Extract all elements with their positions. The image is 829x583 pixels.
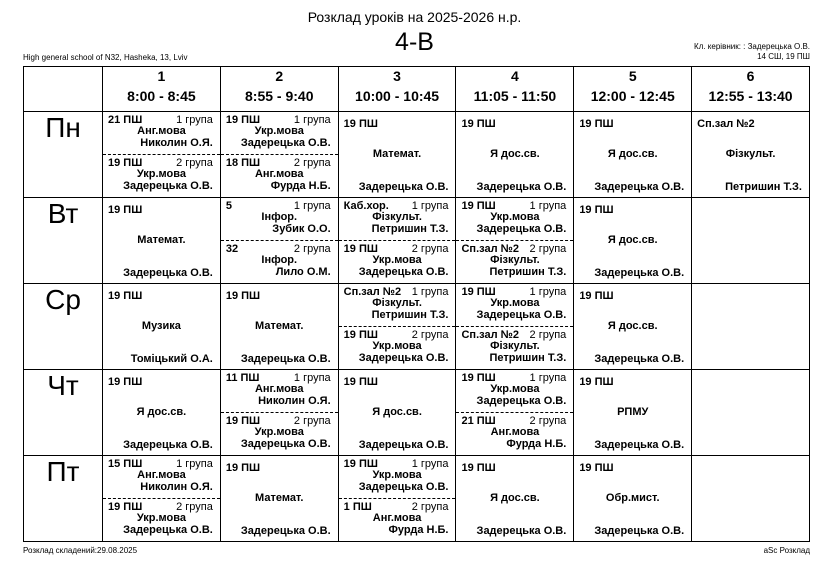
room-label: 19 ПШ bbox=[343, 376, 378, 388]
empty-slot bbox=[692, 370, 809, 455]
teacher-label: Задерецька О.В. bbox=[476, 395, 567, 407]
room-label: Сп.зал №2 bbox=[461, 243, 519, 255]
room-label: 19 ПШ bbox=[579, 376, 614, 388]
subject-label: Укр.мова bbox=[372, 340, 422, 352]
day-label: Ср bbox=[24, 284, 103, 370]
teacher-label: Петришин Т.З. bbox=[371, 309, 449, 321]
group-lesson-bottom bbox=[339, 499, 456, 541]
lesson bbox=[339, 112, 456, 197]
day-row bbox=[24, 456, 810, 542]
group-label: 1 група bbox=[411, 200, 449, 212]
lesson-cell bbox=[338, 370, 456, 456]
teacher-label: Николин О.Я. bbox=[140, 481, 213, 493]
lesson-cell bbox=[220, 112, 338, 198]
teacher-label: Задерецька О.В. bbox=[123, 267, 213, 279]
group-label: 2 група bbox=[529, 243, 567, 255]
period-number: 6 bbox=[746, 68, 755, 84]
group-lesson-top bbox=[103, 456, 220, 499]
room-label: 19 ПШ bbox=[343, 329, 378, 341]
group-lesson-bottom bbox=[456, 413, 573, 455]
lesson-cell bbox=[574, 198, 692, 284]
lesson bbox=[574, 370, 691, 455]
room-label: 19 ПШ bbox=[225, 290, 261, 302]
room-label: 19 ПШ bbox=[461, 286, 496, 298]
lesson-cell bbox=[692, 112, 810, 198]
teacher-label: Петришин Т.З. bbox=[489, 266, 567, 278]
lesson bbox=[221, 456, 338, 541]
group-lesson-top bbox=[103, 112, 220, 155]
room-label: 21 ПШ bbox=[108, 114, 143, 126]
period-time: 11:05 - 11:50 bbox=[473, 88, 557, 104]
subject-label: Анг.мова bbox=[490, 426, 540, 438]
teacher-label: Петришин Т.З. bbox=[371, 223, 449, 235]
period-time: 8:00 - 8:45 bbox=[127, 88, 196, 104]
teacher-label: Задерецька О.В. bbox=[358, 352, 449, 364]
room-label: 19 ПШ bbox=[461, 372, 496, 384]
lesson-cell bbox=[692, 284, 810, 370]
timetable bbox=[23, 66, 810, 542]
teacher-label: Задерецька О.В. bbox=[476, 181, 567, 193]
generator-credit: aSc Розклад bbox=[763, 546, 810, 555]
group-lesson-bottom bbox=[339, 327, 456, 369]
lesson-cell bbox=[692, 198, 810, 284]
subject-label: Я дос.св. bbox=[490, 492, 540, 504]
period-time: 8:55 - 9:40 bbox=[245, 88, 314, 104]
period-header bbox=[220, 67, 338, 112]
lesson-cell bbox=[456, 456, 574, 542]
lesson-cell bbox=[574, 370, 692, 456]
lesson-cell bbox=[103, 370, 221, 456]
day-row bbox=[24, 198, 810, 284]
teacher-label: Задерецька О.В. bbox=[594, 525, 685, 537]
group-lesson-top bbox=[221, 112, 338, 155]
room-label: 15 ПШ bbox=[108, 458, 143, 470]
teacher-label: Задерецька О.В. bbox=[358, 181, 449, 193]
lesson-cell bbox=[103, 112, 221, 198]
room-label: Сп.зал №2 bbox=[343, 286, 402, 298]
group-label: 1 група bbox=[411, 458, 449, 470]
group-label: 2 група bbox=[411, 501, 449, 513]
period-time: 12:00 - 12:45 bbox=[590, 88, 675, 104]
subject-label: Укр.мова bbox=[372, 254, 422, 266]
teacher-label: Фурда Н.Б. bbox=[270, 180, 331, 192]
teacher-label: Николин О.Я. bbox=[140, 137, 213, 149]
subject-label: Фізкульт. bbox=[372, 297, 422, 309]
empty-slot bbox=[692, 284, 809, 369]
teacher-label: Задерецька О.В. bbox=[358, 439, 449, 451]
day-row bbox=[24, 112, 810, 198]
group-label: 1 група bbox=[529, 372, 567, 384]
room-label: 5 bbox=[225, 200, 232, 212]
period-number: 1 bbox=[157, 68, 166, 84]
lesson-cell bbox=[338, 198, 456, 284]
group-lesson-top bbox=[339, 198, 456, 241]
subject-label: Укр.мова bbox=[490, 383, 540, 395]
group-label: 2 група bbox=[176, 157, 213, 169]
teacher-label: Задерецька О.В. bbox=[594, 439, 685, 451]
teacher-label: Задерецька О.В. bbox=[240, 353, 331, 365]
group-lesson-bottom bbox=[103, 155, 220, 197]
subject-label: Математ. bbox=[255, 320, 304, 332]
period-number: 2 bbox=[275, 68, 284, 84]
lesson bbox=[574, 112, 691, 197]
subject-label: Укр.мова bbox=[136, 512, 186, 524]
group-lesson-bottom bbox=[221, 241, 338, 283]
group-lesson-top bbox=[456, 198, 573, 241]
teacher-label: Задерецька О.В. bbox=[123, 180, 213, 192]
teacher-label: Задерецька О.В. bbox=[358, 481, 449, 493]
teacher-label: Задерецька О.В. bbox=[123, 524, 213, 536]
generated-date: Розклад складений:29.08.2025 bbox=[23, 546, 138, 555]
group-label: 1 група bbox=[176, 458, 213, 470]
teacher-label: Томіцький О.А. bbox=[130, 353, 213, 365]
group-lesson-top bbox=[456, 284, 573, 327]
teacher-label: Задерецька О.В. bbox=[594, 181, 685, 193]
group-label: 2 група bbox=[293, 415, 331, 427]
room-label: 19 ПШ bbox=[461, 118, 496, 130]
teacher-label: Петришин Т.З. bbox=[725, 181, 802, 193]
teacher-label: Задерецька О.В. bbox=[476, 223, 567, 235]
day-label: Пн bbox=[24, 112, 103, 198]
lesson-cell bbox=[103, 456, 221, 542]
subject-label: Інфор. bbox=[261, 211, 298, 223]
period-time: 10:00 - 10:45 bbox=[355, 88, 440, 104]
room-label: 19 ПШ bbox=[225, 462, 261, 474]
day-label: Чт bbox=[24, 370, 103, 456]
subject-label: Укр.мова bbox=[136, 168, 186, 180]
teacher-label: Задерецька О.В. bbox=[240, 137, 331, 149]
group-label: 1 група bbox=[293, 372, 331, 384]
lesson-cell bbox=[220, 370, 338, 456]
teacher-label: Лило О.М. bbox=[275, 266, 331, 278]
lesson bbox=[103, 198, 220, 283]
subject-label: Я дос.св. bbox=[607, 148, 658, 160]
group-lesson-bottom bbox=[221, 155, 338, 197]
lesson bbox=[339, 370, 456, 455]
lesson-cell bbox=[338, 284, 456, 370]
subject-label: Фізкульт. bbox=[725, 148, 776, 160]
lesson-cell bbox=[220, 198, 338, 284]
group-label: 2 група bbox=[293, 157, 331, 169]
subject-label: Анг.мова bbox=[137, 469, 186, 481]
period-number: 4 bbox=[511, 68, 519, 84]
teacher-label: Фурда Н.Б. bbox=[506, 438, 567, 450]
period-header-row bbox=[24, 67, 810, 112]
room-label: 19 ПШ bbox=[108, 204, 143, 216]
subject-label: Математ. bbox=[372, 148, 422, 160]
period-header bbox=[574, 67, 692, 112]
period-header bbox=[103, 67, 221, 112]
room-label: 19 ПШ bbox=[579, 290, 614, 302]
room-label: Каб.хор. bbox=[343, 200, 389, 212]
subject-label: РПМУ bbox=[617, 406, 649, 418]
lesson bbox=[103, 370, 220, 455]
teacher-label: Петришин Т.З. bbox=[489, 352, 567, 364]
room-label: 19 ПШ bbox=[225, 114, 261, 126]
page-title: Розклад уроків на 2025-2026 н.р. bbox=[307, 9, 522, 25]
lesson-cell bbox=[456, 198, 574, 284]
lesson-cell bbox=[456, 112, 574, 198]
period-number: 3 bbox=[393, 68, 401, 84]
group-lesson-bottom bbox=[103, 499, 220, 541]
subject-label: Я дос.св. bbox=[136, 406, 187, 418]
group-lesson-top bbox=[339, 456, 456, 499]
lesson-cell bbox=[456, 370, 574, 456]
lesson-cell bbox=[103, 284, 221, 370]
school-name: High general school of N32, Hasheka, 13, Lviv bbox=[23, 53, 188, 62]
period-time: 12:55 - 13:40 bbox=[708, 88, 793, 104]
room-label: 11 ПШ bbox=[225, 372, 260, 384]
group-lesson-top bbox=[456, 370, 573, 413]
timetable-body bbox=[24, 112, 810, 542]
group-label: 1 група bbox=[293, 200, 331, 212]
room-label: 32 bbox=[225, 243, 239, 255]
teacher-label: Задерецька О.В. bbox=[476, 309, 567, 321]
room-label: 1 ПШ bbox=[343, 501, 372, 513]
empty-slot bbox=[692, 456, 809, 541]
class-rooms-line: 14 СШ, 19 ПШ bbox=[757, 52, 810, 61]
subject-label: Обр.мист. bbox=[605, 492, 660, 504]
subject-label: Укр.мова bbox=[254, 426, 304, 438]
lesson bbox=[456, 112, 573, 197]
room-label: Сп.зал №2 bbox=[697, 118, 755, 130]
subject-label: Фізкульт. bbox=[372, 211, 422, 223]
teacher-label: Задерецька О.В. bbox=[594, 353, 685, 365]
teacher-label: Зубик О.О. bbox=[272, 223, 331, 235]
lesson-cell bbox=[103, 198, 221, 284]
room-label: 18 ПШ bbox=[225, 157, 261, 169]
lesson bbox=[456, 456, 573, 541]
empty-slot bbox=[692, 198, 809, 283]
teacher-label: Задерецька О.В. bbox=[123, 439, 213, 451]
room-label: 21 ПШ bbox=[461, 415, 496, 427]
subject-label: Я дос.св. bbox=[607, 234, 658, 246]
group-label: 2 група bbox=[293, 243, 331, 255]
lesson-cell bbox=[220, 456, 338, 542]
group-label: 1 група bbox=[529, 200, 567, 212]
lesson-cell bbox=[692, 370, 810, 456]
group-lesson-bottom bbox=[456, 241, 573, 283]
group-label: 2 група bbox=[411, 329, 449, 341]
period-header bbox=[692, 67, 810, 112]
room-label: 19 ПШ bbox=[579, 118, 614, 130]
room-label: 19 ПШ bbox=[579, 462, 614, 474]
teacher-label: Фурда Н.Б. bbox=[388, 524, 449, 536]
room-label: 19 ПШ bbox=[225, 415, 261, 427]
subject-label: Анг.мова bbox=[254, 168, 304, 180]
group-label: 2 група bbox=[176, 501, 213, 513]
lesson-cell bbox=[456, 284, 574, 370]
subject-label: Музика bbox=[141, 320, 181, 332]
room-label: 19 ПШ bbox=[579, 204, 614, 216]
teacher-label: Задерецька О.В. bbox=[358, 266, 449, 278]
teacher-label: Задерецька О.В. bbox=[240, 525, 331, 537]
lesson-cell bbox=[220, 284, 338, 370]
subject-label: Укр.мова bbox=[372, 469, 422, 481]
class-teacher-line: Кл. керівник: : Задерецька О.В. bbox=[694, 42, 810, 51]
subject-label: Укр.мова bbox=[490, 297, 540, 309]
room-label: 19 ПШ bbox=[343, 458, 378, 470]
subject-label: Анг.мова bbox=[372, 512, 422, 524]
period-number: 5 bbox=[628, 68, 637, 84]
lesson bbox=[574, 198, 691, 283]
group-label: 1 група bbox=[293, 114, 331, 126]
group-lesson-bottom bbox=[339, 241, 456, 283]
subject-label: Я дос.св. bbox=[372, 406, 422, 418]
group-label: 2 група bbox=[411, 243, 449, 255]
period-header bbox=[338, 67, 456, 112]
corner-cell bbox=[24, 67, 103, 112]
subject-label: Інфор. bbox=[261, 254, 298, 266]
day-label: Вт bbox=[24, 198, 103, 284]
room-label: 19 ПШ bbox=[343, 243, 378, 255]
subject-label: Я дос.св. bbox=[607, 320, 658, 332]
subject-label: Фізкульт. bbox=[490, 340, 540, 352]
group-lesson-top bbox=[339, 284, 456, 327]
lesson bbox=[574, 284, 691, 369]
day-label: Пт bbox=[24, 456, 103, 542]
day-row bbox=[24, 284, 810, 370]
lesson-cell bbox=[692, 456, 810, 542]
group-label: 1 група bbox=[411, 286, 449, 298]
group-label: 2 група bbox=[529, 415, 567, 427]
subject-label: Укр.мова bbox=[254, 125, 304, 137]
teacher-label: Задерецька О.В. bbox=[594, 267, 685, 279]
lesson-cell bbox=[574, 456, 692, 542]
lesson bbox=[574, 456, 691, 541]
group-lesson-top bbox=[221, 198, 338, 241]
lesson-cell bbox=[338, 456, 456, 542]
lesson bbox=[692, 112, 809, 197]
room-label: 19 ПШ bbox=[461, 462, 496, 474]
subject-label: Математ. bbox=[137, 234, 186, 246]
subject-label: Фізкульт. bbox=[490, 254, 540, 266]
teacher-label: Задерецька О.В. bbox=[476, 525, 567, 537]
subject-label: Анг.мова bbox=[137, 125, 186, 137]
room-label: 19 ПШ bbox=[108, 157, 143, 169]
room-label: 19 ПШ bbox=[108, 501, 143, 513]
teacher-label: Задерецька О.В. bbox=[240, 438, 331, 450]
teacher-label: Николин О.Я. bbox=[258, 395, 331, 407]
day-row bbox=[24, 370, 810, 456]
group-label: 1 група bbox=[529, 286, 567, 298]
lesson bbox=[221, 284, 338, 369]
subject-label: Математ. bbox=[255, 492, 304, 504]
room-label: 19 ПШ bbox=[461, 200, 496, 212]
group-lesson-top bbox=[221, 370, 338, 413]
class-teacher-info bbox=[694, 42, 810, 62]
subject-label: Укр.мова bbox=[490, 211, 540, 223]
group-label: 1 група bbox=[176, 114, 213, 126]
lesson-cell bbox=[338, 112, 456, 198]
period-header bbox=[456, 67, 574, 112]
group-label: 2 група bbox=[529, 329, 567, 341]
lesson bbox=[103, 284, 220, 369]
room-label: 19 ПШ bbox=[343, 118, 378, 130]
room-label: 19 ПШ bbox=[108, 290, 143, 302]
room-label: Сп.зал №2 bbox=[461, 329, 519, 341]
group-lesson-bottom bbox=[456, 327, 573, 369]
room-label: 19 ПШ bbox=[108, 376, 143, 388]
group-lesson-bottom bbox=[221, 413, 338, 455]
subject-label: Я дос.св. bbox=[490, 148, 540, 160]
class-name: 4-В bbox=[395, 28, 434, 56]
lesson-cell bbox=[574, 112, 692, 198]
subject-label: Анг.мова bbox=[254, 383, 304, 395]
lesson-cell bbox=[574, 284, 692, 370]
